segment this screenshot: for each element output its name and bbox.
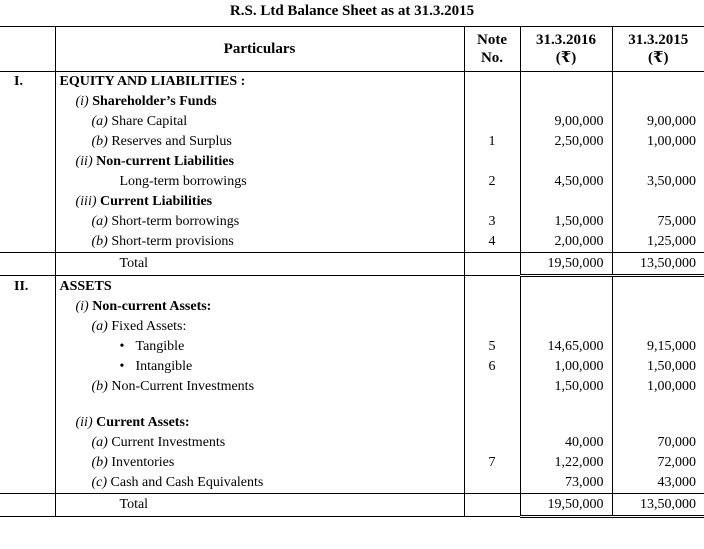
section-roman: II.: [14, 278, 29, 294]
line-item-row: [0, 453, 704, 473]
line-item-label: • Tangible: [55, 337, 464, 357]
header-serial: [0, 27, 55, 72]
line-item-year1: 14,65,000: [520, 337, 612, 357]
total-year1: 19,50,000: [520, 494, 612, 517]
header-year2-date: 31.3.2015: [628, 32, 689, 48]
subsection-row: [0, 413, 704, 433]
header-particulars: Particulars: [55, 27, 464, 72]
line-item-year1: 1,50,000: [520, 377, 612, 397]
line-item-label: (c) Cash and Cash Equivalents: [55, 473, 464, 494]
header-note-line1: Note: [477, 32, 507, 48]
line-item-year1: 1,50,000: [520, 212, 612, 232]
line-item-row: [0, 232, 704, 253]
line-item-note: 6: [464, 357, 520, 377]
bullet-icon: •: [119, 359, 125, 374]
subsection-label: (i) Non-current Assets:: [55, 297, 464, 317]
line-item-label: (a) Current Investments: [55, 433, 464, 453]
line-item-note: [464, 433, 520, 453]
section-heading: ASSETS: [55, 276, 464, 298]
subsection-row: [0, 192, 704, 212]
line-item-year1: 4,50,000: [520, 172, 612, 192]
line-item-year2: 1,00,000: [612, 132, 704, 152]
line-item-year2: 43,000: [612, 473, 704, 494]
total-label: Total: [55, 494, 464, 517]
line-item-note: 5: [464, 337, 520, 357]
total-row-assets: [0, 494, 704, 517]
line-item-year2: 1,25,000: [612, 232, 704, 253]
line-item-label: (a) Share Capital: [55, 112, 464, 132]
line-item-note: 3: [464, 212, 520, 232]
header-note-line2: No.: [480, 50, 504, 66]
subsection-row: [0, 317, 704, 337]
line-item-note: 4: [464, 232, 520, 253]
line-item-year1: 40,000: [520, 433, 612, 453]
line-item-year2: 9,00,000: [612, 112, 704, 132]
line-item-year2: 70,000: [612, 433, 704, 453]
subsection-label: (ii) Current Assets:: [55, 413, 464, 433]
line-item-note: 7: [464, 453, 520, 473]
total-label: Total: [55, 253, 464, 276]
line-item-row: [0, 473, 704, 494]
balance-sheet-table: [0, 26, 704, 518]
line-item-year2: 75,000: [612, 212, 704, 232]
subsection-label: (ii) Non-current Liabilities: [55, 152, 464, 172]
header-year2-unit: (₹): [648, 50, 669, 66]
line-item-label: (b) Short-term provisions: [55, 232, 464, 253]
page-title: R.S. Ltd Balance Sheet as at 31.3.2015: [229, 3, 475, 19]
total-row-equity: [0, 253, 704, 276]
line-item-year1: 2,00,000: [520, 232, 612, 253]
header-year1-date: 31.3.2016: [536, 32, 596, 48]
line-item-year2: 1,00,000: [612, 377, 704, 397]
section-row-equity: [0, 72, 704, 93]
subsection-row: [0, 297, 704, 317]
line-item-row: [0, 357, 704, 377]
line-item-row: [0, 433, 704, 453]
subsection-row: [0, 152, 704, 172]
total-year2: 13,50,000: [612, 253, 704, 276]
line-item-year1: 73,000: [520, 473, 612, 494]
line-item-note: [464, 473, 520, 494]
line-item-year2: 1,50,000: [612, 357, 704, 377]
header-note: [464, 27, 520, 72]
line-item-year2: 72,000: [612, 453, 704, 473]
line-item-year1: 9,00,000: [520, 112, 612, 132]
bullet-icon: •: [119, 339, 125, 354]
line-item-year1: 1,22,000: [520, 453, 612, 473]
section-heading: EQUITY AND LIABILITIES :: [55, 72, 464, 93]
line-item-note: 1: [464, 132, 520, 152]
line-item-label: (a) Short-term borrowings: [55, 212, 464, 232]
line-item-year2: 3,50,000: [612, 172, 704, 192]
line-item-row: [0, 112, 704, 132]
line-item-row: [0, 132, 704, 152]
section-row-assets: [0, 276, 704, 298]
line-item-label: (b) Reserves and Surplus: [55, 132, 464, 152]
line-item-row: [0, 172, 704, 192]
line-item-note: [464, 112, 520, 132]
total-year1: 19,50,000: [520, 253, 612, 276]
subsection-row: [0, 92, 704, 112]
header-row: [0, 27, 704, 72]
line-item-row: [0, 212, 704, 232]
line-item-year1: 1,00,000: [520, 357, 612, 377]
total-year2: 13,50,000: [612, 494, 704, 517]
line-item-note: [464, 377, 520, 397]
line-item-label: • Intangible: [55, 357, 464, 377]
subsection-label: (iii) Current Liabilities: [55, 192, 464, 212]
line-item-row: [0, 377, 704, 397]
header-year1-unit: (₹): [555, 50, 577, 66]
line-item-row: [0, 337, 704, 357]
line-item-note: 2: [464, 172, 520, 192]
header-year1: [520, 27, 612, 72]
line-item-label: Long-term borrowings: [55, 172, 464, 192]
subsection-label: (a) Fixed Assets:: [55, 317, 464, 337]
section-roman: I.: [14, 74, 23, 89]
line-item-label: (b) Non-Current Investments: [55, 377, 464, 397]
line-item-year1: 2,50,000: [520, 132, 612, 152]
line-item-year2: 9,15,000: [612, 337, 704, 357]
subsection-label: (i) Shareholder’s Funds: [55, 92, 464, 112]
spacer-row: [0, 397, 704, 413]
line-item-label: (b) Inventories: [55, 453, 464, 473]
header-year2: [612, 27, 704, 72]
